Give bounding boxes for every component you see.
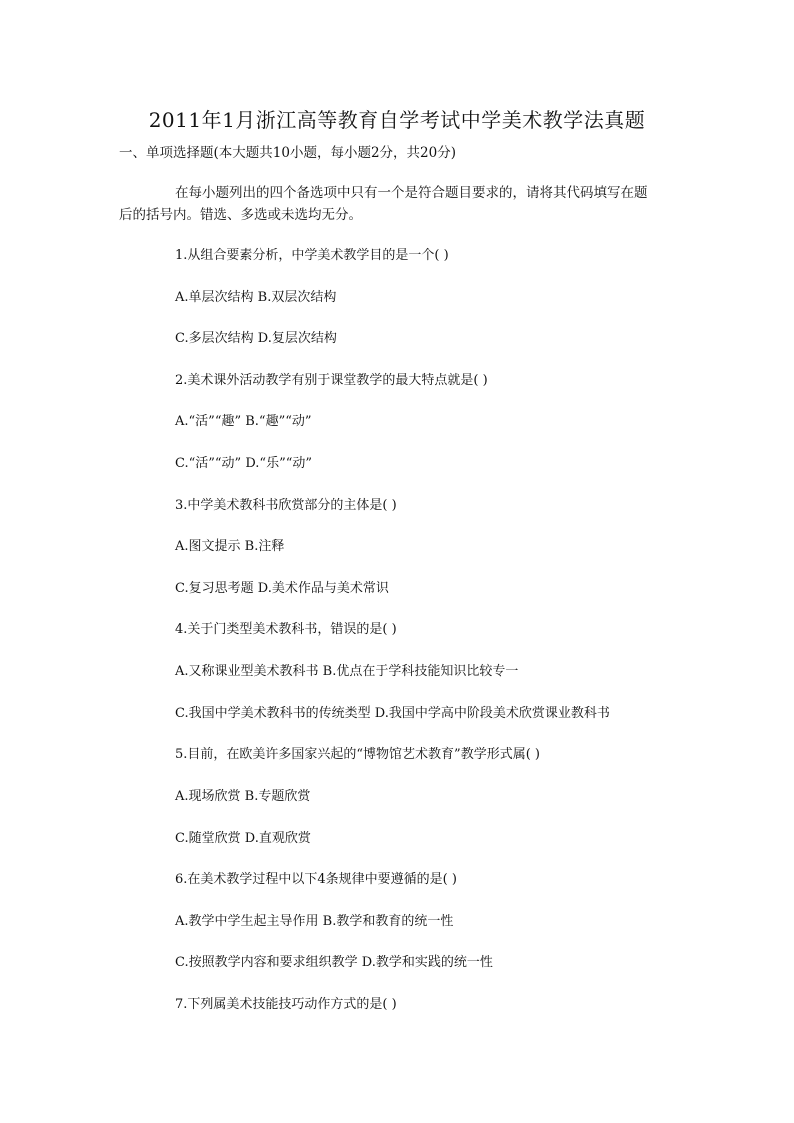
question-3-options-cd: C.复习思考题 D.美术作品与美术常识 [175, 581, 389, 596]
question-2-options-cd: C.“活”“动” D.“乐”“动” [175, 456, 313, 471]
question-1: 1.从组合要素分析，中学美术教学目的是一个( ) [175, 248, 449, 263]
instructions-line-2: 后的括号内。错选、多选或未选均无分。 [119, 207, 362, 223]
question-3-options-ab: A.图文提示 B.注释 [175, 539, 285, 554]
question-1-options-ab: A.单层次结构 B.双层次结构 [175, 290, 337, 305]
question-4-options-cd: C.我国中学美术教科书的传统类型 D.我国中学高中阶段美术欣赏课业教科书 [175, 706, 610, 721]
question-6-options-ab: A.教学中学生起主导作用 B.教学和教育的统一性 [175, 914, 454, 929]
question-6-options-cd: C.按照教学内容和要求组织教学 D.教学和实践的统一性 [175, 955, 493, 970]
question-5-options-ab: A.现场欣赏 B.专题欣赏 [175, 789, 311, 804]
question-1-options-cd: C.多层次结构 D.复层次结构 [175, 331, 337, 346]
instructions-line-1: 在每小题列出的四个备选项中只有一个是符合题目要求的，请将其代码填写在题 [175, 185, 648, 201]
question-2-options-ab: A.“活”“趣” B.“趣”“动” [175, 414, 312, 429]
question-4: 4.关于门类型美术教科书，错误的是( ) [175, 622, 397, 637]
question-3: 3.中学美术教科书欣赏部分的主体是( ) [175, 498, 397, 513]
question-4-options-ab: A.又称课业型美术教科书 B.优点在于学科技能知识比较专一 [175, 664, 519, 679]
question-2: 2.美术课外活动教学有别于课堂教学的最大特点就是( ) [175, 373, 488, 388]
question-5: 5.目前，在欧美许多国家兴起的“博物馆艺术教育”教学形式属( ) [175, 747, 540, 762]
question-6: 6.在美术教学过程中以下4条规律中要遵循的是( ) [175, 872, 457, 887]
question-7: 7.下列属美术技能技巧动作方式的是( ) [175, 997, 397, 1012]
instructions [119, 182, 679, 226]
question-5-options-cd: C.随堂欣赏 D.直观欣赏 [175, 831, 311, 846]
section-heading: 一、单项选择题(本大题共10小题，每小题2分，共20分) [119, 145, 456, 161]
document-title: 2011年1月浙江高等教育自学考试中学美术教学法真题 [148, 108, 646, 132]
